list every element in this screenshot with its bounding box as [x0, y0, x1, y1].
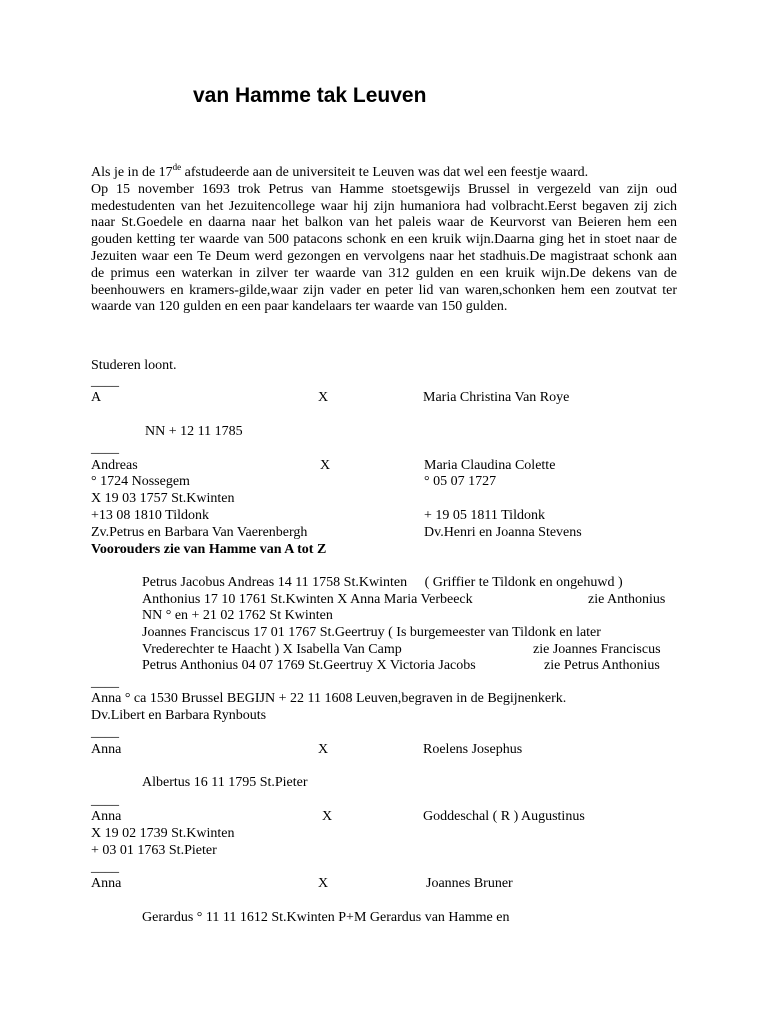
separator: ____ — [91, 675, 119, 690]
child-entry: Anthonius 17 10 1761 St.Kwinten X Anna Maria Verbeeck — [142, 592, 473, 607]
child-entry: Albertus 16 11 1795 St.Pieter — [142, 775, 308, 790]
person-name: Anna — [91, 742, 122, 757]
spouse-name: Maria Claudina Colette — [424, 458, 556, 473]
person-entry: Anna ° ca 1530 Brussel BEGIJN + 22 11 1608 Leuven,begraven in de Begijnenkerk. — [91, 691, 567, 706]
ordinal-superscript: de — [172, 162, 182, 172]
child-entry-continued: Vrederechter te Haacht ) X Isabella Van Camp — [142, 642, 402, 657]
parents-info: Dv.Libert en Barbara Rynbouts — [91, 708, 267, 723]
intro-block — [91, 162, 677, 316]
separator: ____ — [91, 793, 119, 808]
person-name: Andreas — [91, 458, 138, 473]
marriage-info: X 19 02 1739 St.Kwinten — [91, 826, 235, 841]
studeren-loont: Studeren loont. — [91, 358, 177, 373]
spouse-name: Roelens Josephus — [423, 742, 523, 757]
spouse-parents-info: Dv.Henri en Joanna Stevens — [424, 525, 582, 540]
person-name: A — [91, 390, 102, 405]
marriage-info: X 19 03 1757 St.Kwinten — [91, 491, 235, 506]
death-info: +13 08 1810 Tildonk — [91, 508, 209, 523]
spouse-name: Goddeschal ( R ) Augustinus — [423, 809, 585, 824]
separator: ____ — [91, 441, 119, 456]
child-entry: Gerardus ° 11 11 1612 St.Kwinten P+M Gerardus van Hamme en — [142, 910, 510, 925]
spouse-birth-info: ° 05 07 1727 — [424, 474, 497, 489]
marriage-marker: X — [318, 876, 329, 891]
spouse-name: Joannes Bruner — [426, 876, 513, 891]
intro-first-line: Als je in de 17de afstudeerde aan de universiteit te Leuven was dat wel een feestje waard. — [91, 162, 589, 180]
child-entry: Petrus Anthonius 04 07 1769 St.Geertruy X Victoria Jacobs — [142, 658, 476, 673]
person-name: Anna — [91, 809, 122, 824]
ancestors-reference: Voorouders zie van Hamme van A tot Z — [91, 542, 327, 557]
death-info: + 03 01 1763 St.Pieter — [91, 843, 217, 858]
child-entry: NN + 12 11 1785 — [145, 424, 243, 439]
child-reference: zie Petrus Anthonius — [544, 658, 660, 673]
birth-info: ° 1724 Nossegem — [91, 474, 190, 489]
separator: ____ — [91, 374, 119, 389]
intro-paragraph: Op 15 november 1693 trok Petrus van Hamme stoetsgewijs Brussel in vergezeld van zijn oud medestudenten van het Jezuitencollege waar hij zijn humaniora had volbracht.Eerst begaven zij zich naar St.Goedele en daarna naar het balkon van het paleis waar de Keurvorst van Beieren hem een gouden ketting ter waarde van 500 patacons schonk en een kruik wijn.Daarna ging het in stoet naar de Jezuiten waar een Te Deum werd gezongen en vervolgens naar het stadhuis.De magistraat schonk aan de primus een waterkan in zilver ter waarde van 312 gulden en een kruik wijn.De dekens van de beenhouwers en kramers-gilde,waar zijn vader en peter lid van waren,schonken hem een zoutvat ter waarde van 120 gulden en een paar kandelaars ter waarde van 150 gulden. — [91, 181, 677, 315]
person-name: Anna — [91, 876, 122, 891]
child-reference: zie Joannes Franciscus — [533, 642, 661, 657]
child-entry: Joannes Franciscus 17 01 1767 St.Geertruy ( Is burgemeester van Tildonk en later — [142, 625, 601, 640]
marriage-marker: X — [320, 458, 331, 473]
marriage-marker: X — [318, 742, 329, 757]
parents-info: Zv.Petrus en Barbara Van Vaerenbergh — [91, 525, 308, 540]
child-entry: NN ° en + 21 02 1762 St Kwinten — [142, 608, 333, 623]
spouse-death-info: + 19 05 1811 Tildonk — [424, 508, 545, 523]
document-title: van Hamme tak Leuven — [193, 84, 427, 107]
marriage-marker: X — [318, 390, 329, 405]
child-reference: zie Anthonius — [588, 592, 666, 607]
marriage-marker: X — [322, 809, 333, 824]
spouse-name: Maria Christina Van Roye — [423, 390, 570, 405]
separator: ____ — [91, 860, 119, 875]
child-entry: Petrus Jacobus Andreas 14 11 1758 St.Kwinten ( Griffier te Tildonk en ongehuwd ) — [142, 575, 623, 590]
separator: ____ — [91, 725, 119, 740]
